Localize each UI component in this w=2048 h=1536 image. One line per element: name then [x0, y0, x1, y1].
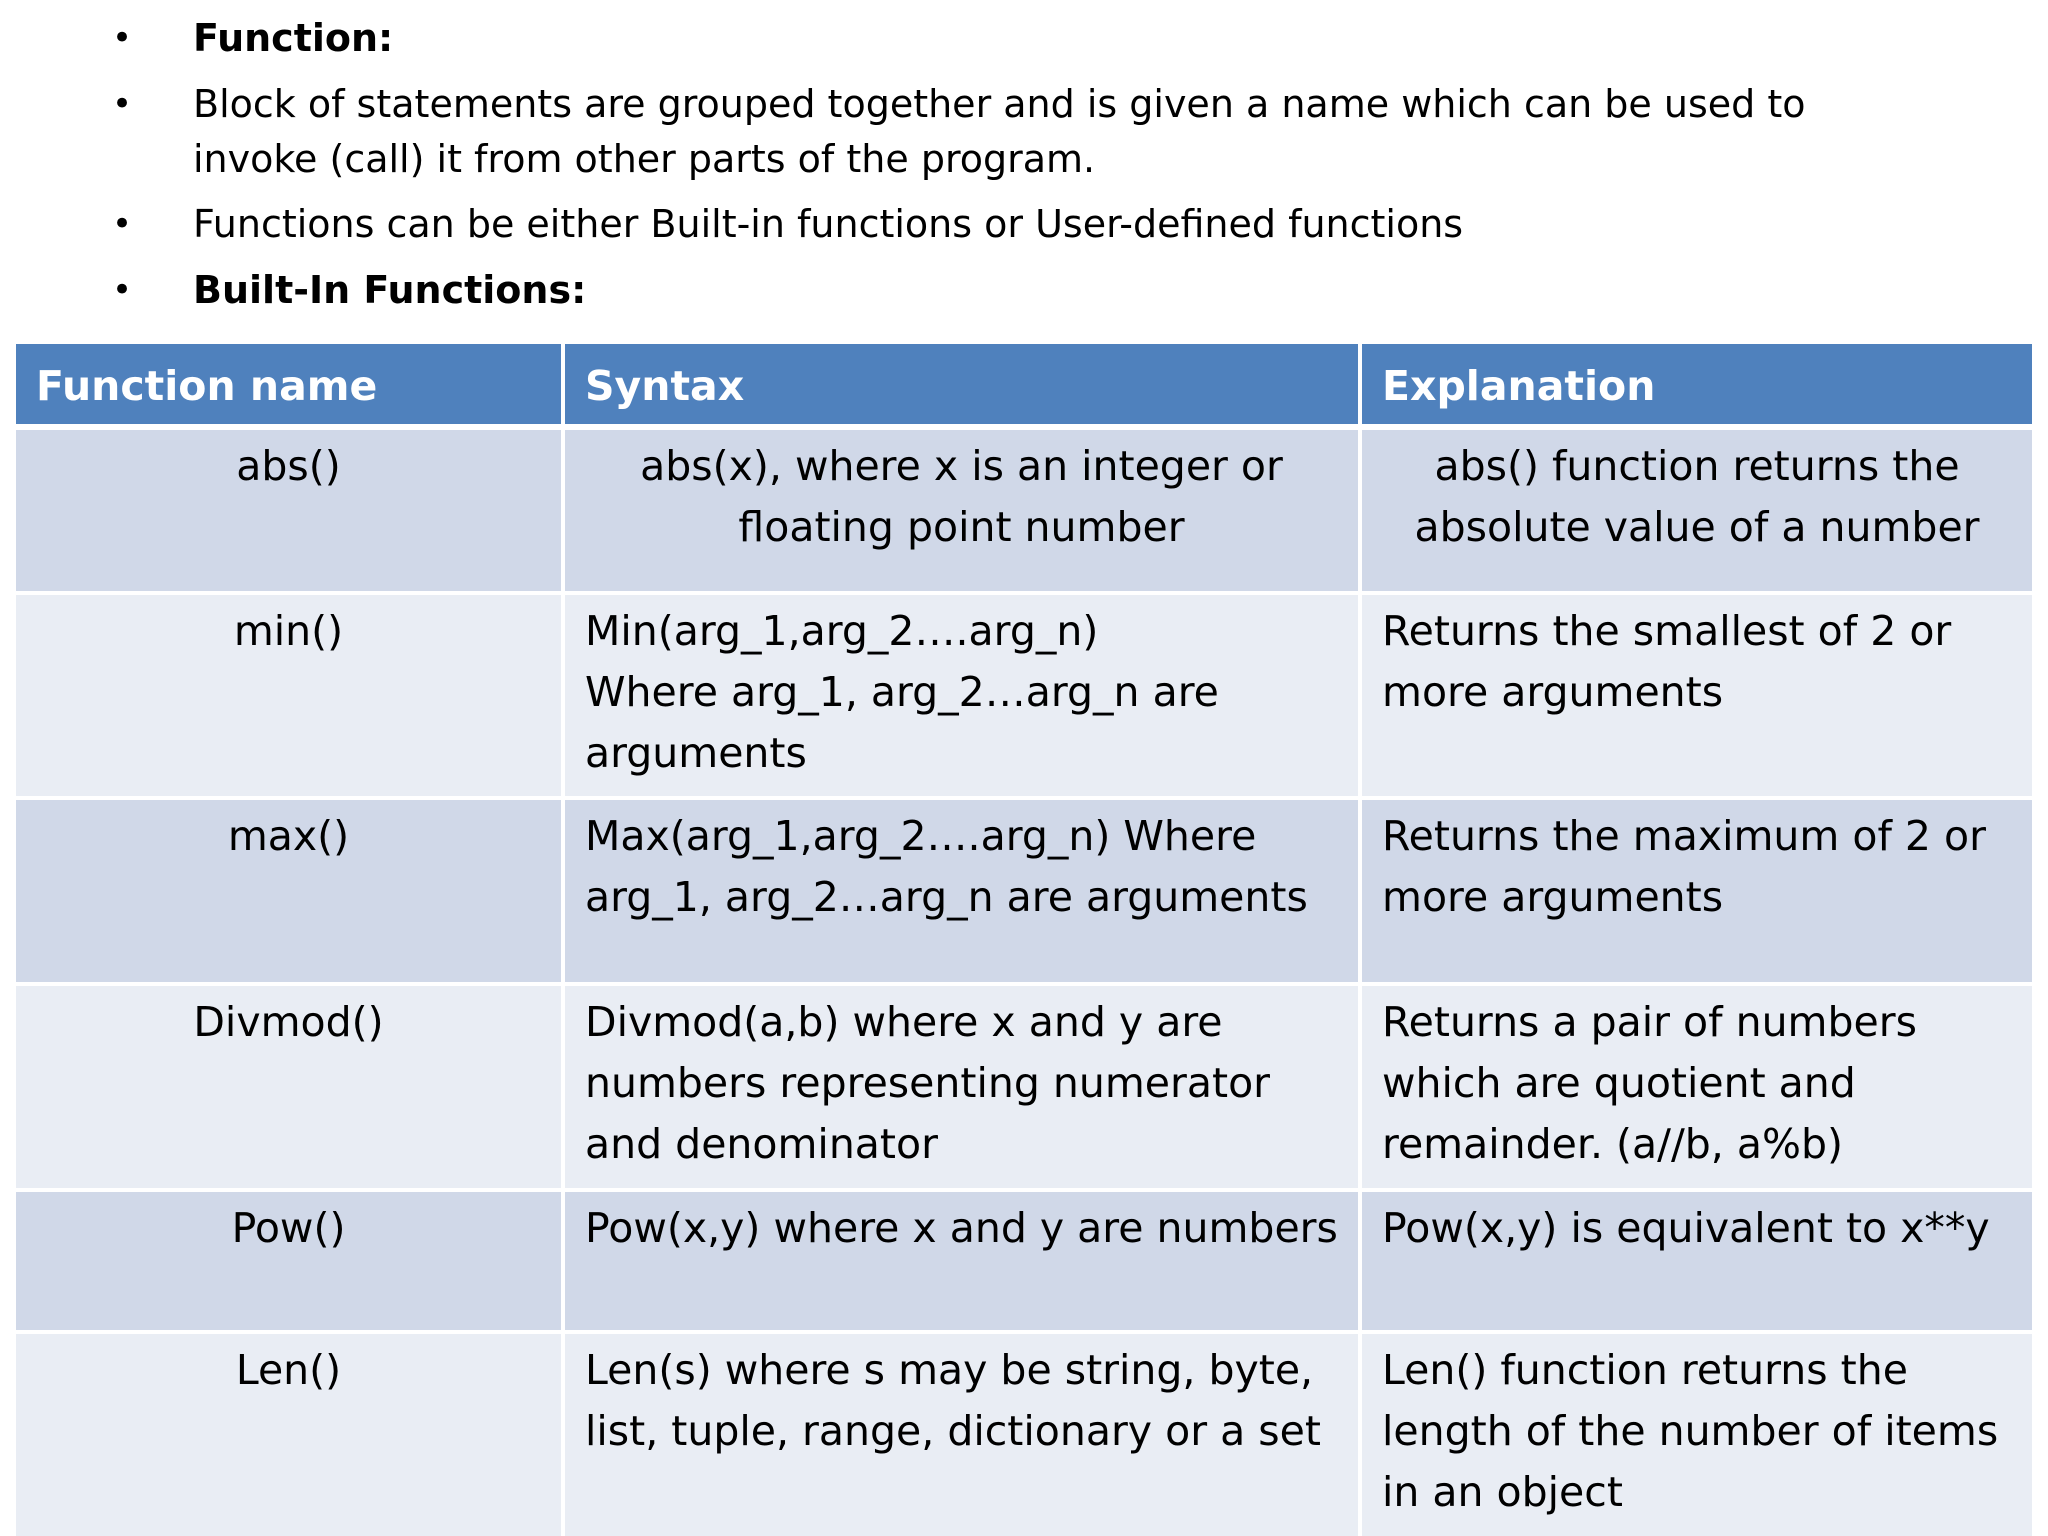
table-header-row — [16, 344, 2032, 427]
syntax-cell: abs(x), where x is an integer or floating point number — [563, 427, 1360, 593]
bullet-text: Function: — [193, 16, 394, 60]
syntax-cell: Max(arg_1,arg_2….arg_n) Where arg_1, arg_2…arg_n are arguments — [563, 798, 1360, 984]
syntax-cell — [563, 593, 1360, 798]
bullet-dot-icon: • — [112, 270, 133, 310]
column-header-function-name: Function name — [16, 344, 563, 427]
bullet-dot-icon: • — [112, 18, 133, 58]
table-row — [16, 427, 2032, 593]
table-row — [16, 984, 2032, 1190]
bullet-text: Functions can be either Built-in functions or User-defined functions — [193, 202, 1464, 246]
function-name-cell: Pow() — [16, 1190, 563, 1332]
bullet-dot-icon: • — [112, 204, 133, 244]
table-row — [16, 798, 2032, 984]
explanation-cell: Returns the maximum of 2 or more arguments — [1360, 798, 2032, 984]
syntax-cell: Divmod(a,b) where x and y are numbers representing numerator and denominator — [563, 984, 1360, 1190]
column-header-syntax: Syntax — [563, 344, 1360, 427]
bullet-text: Built-In Functions: — [193, 268, 587, 312]
syntax-cell: Pow(x,y) where x and y are numbers — [563, 1190, 1360, 1332]
explanation-cell: Returns a pair of numbers which are quotient and remainder. (a//b, a%b) — [1360, 984, 2032, 1190]
function-name-cell: min() — [16, 593, 563, 798]
table-row — [16, 1332, 2032, 1536]
explanation-cell: Returns the smallest of 2 or more arguments — [1360, 593, 2032, 798]
syntax-cell: Len(s) where s may be string, byte, list, tuple, range, dictionary or a set — [563, 1332, 1360, 1536]
function-name-cell: Len() — [16, 1332, 563, 1536]
table-row — [16, 593, 2032, 798]
explanation-cell: abs() function returns the absolute value of a number — [1360, 427, 2032, 593]
bullet-text: Block of statements are grouped together and is given a name which can be used to invoke (call) it from other parts of the program. — [193, 82, 1806, 181]
syntax-line: Min(arg_1,arg_2….arg_n) — [585, 607, 1099, 655]
builtin-functions-table — [16, 344, 2032, 1536]
table-row — [16, 1190, 2032, 1332]
function-name-cell: Divmod() — [16, 984, 563, 1190]
function-name-cell: max() — [16, 798, 563, 984]
bullet-dot-icon: • — [112, 84, 133, 124]
explanation-cell: Len() function returns the length of the number of items in an object — [1360, 1332, 2032, 1536]
function-name-cell: abs() — [16, 427, 563, 593]
column-header-explanation: Explanation — [1360, 344, 2032, 427]
explanation-cell: Pow(x,y) is equivalent to x**y — [1360, 1190, 2032, 1332]
syntax-line: Where arg_1, arg_2…arg_n are arguments — [585, 668, 1219, 777]
